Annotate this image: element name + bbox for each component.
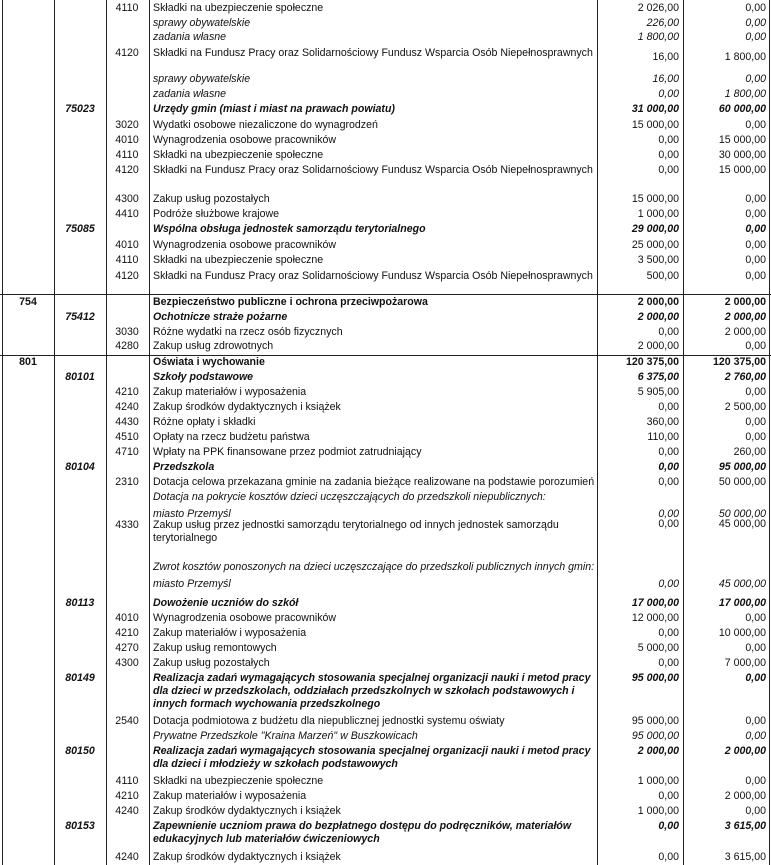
row-description: Realizacja zadań wymagających stosowania specjalnej organizacji nauki i metod pracy dla dzieci w przedszkolach, oddziałach przedszkolnych w szkołach podstawowych i innych formach wychowania przedszkolnego — [153, 672, 591, 710]
row-description: Wynagrodzenia osobowe pracowników — [153, 134, 337, 146]
paragraph-code: 4330 — [115, 519, 139, 531]
row-description: Szkoły podstawowe — [153, 371, 254, 383]
amount-decrease: 1 800,00 — [637, 31, 679, 43]
row-description: Wynagrodzenia osobowe pracowników — [153, 612, 337, 624]
paragraph-code: 4010 — [115, 134, 139, 146]
row-description: Zakup usług remontowych — [153, 642, 277, 654]
paragraph-code: 4430 — [115, 416, 139, 428]
paragraph-code: 4710 — [115, 446, 139, 458]
paragraph-code: 3030 — [115, 326, 139, 338]
amount-decrease: 1 000,00 — [637, 208, 679, 220]
amount-decrease: 0,00 — [658, 508, 679, 520]
row-description: Zakup środków dydaktycznych i książek — [153, 851, 341, 863]
row-description: zadania własne — [153, 88, 227, 100]
row-description: Dotacja na pokrycie kosztów dzieci uczęszczających do przedszkoli niepublicznych: — [153, 491, 546, 503]
paragraph-code: 4010 — [115, 239, 139, 251]
row-description: Wpłaty na PPK finansowane przez podmiot zatrudniający — [153, 446, 422, 458]
row-description: Składki na ubezpieczenie społeczne — [153, 149, 324, 161]
amount-decrease: 360,00 — [646, 416, 679, 428]
row-description: Podróże służbowe krajowe — [153, 208, 280, 220]
amount-decrease: 0,00 — [658, 134, 679, 146]
amount-decrease: 0,00 — [658, 401, 679, 413]
paragraph-code: 4120 — [115, 47, 139, 59]
chapter-code: 75412 — [65, 311, 95, 323]
amount-increase: 1 800,00 — [724, 88, 766, 100]
row-description: Zwrot kosztów ponoszonych na dzieci uczęszczające do przedszkoli publicznych innych gmin: — [153, 561, 595, 573]
row-description: Ochotnicze straże pożarne — [153, 311, 288, 323]
amount-decrease: 0,00 — [658, 326, 679, 338]
amount-decrease: 31 000,00 — [631, 103, 679, 115]
paragraph-code: 4110 — [115, 254, 139, 266]
amount-increase: 0,00 — [745, 612, 766, 624]
row-description: Dotacja podmiotowa z budżetu dla niepublicznej jednostki systemu oświaty — [153, 715, 505, 727]
amount-increase: 10 000,00 — [718, 627, 766, 639]
amount-increase: 0,00 — [745, 672, 766, 684]
row-description: zadania własne — [153, 31, 227, 43]
amount-increase: 1 800,00 — [724, 51, 766, 63]
paragraph-code: 4110 — [115, 775, 139, 787]
row-description: miasto Przemyśl — [153, 508, 231, 520]
row-description: Zapewnienie uczniom prawa do bezpłatnego dostępu do podręczników, materiałów edukacyjnych lub materiałów ćwiczeniowych — [153, 820, 572, 845]
amount-increase: 0,00 — [745, 642, 766, 654]
chapter-code: 80101 — [65, 371, 95, 383]
amount-decrease: 0,00 — [658, 461, 679, 473]
amount-increase: 15 000,00 — [718, 134, 766, 146]
division-code: 754 — [19, 296, 37, 308]
row-description: Różne wydatki na rzecz osób fizycznych — [153, 326, 343, 338]
row-description: Wspólna obsługa jednostek samorządu terytorialnego — [153, 223, 426, 235]
amount-increase: 0,00 — [745, 17, 766, 29]
paragraph-code: 2540 — [115, 715, 139, 727]
amount-increase: 0,00 — [745, 239, 766, 251]
amount-decrease: 25 000,00 — [631, 239, 679, 251]
row-description: Zakup materiałów i wyposażenia — [153, 627, 307, 639]
amount-decrease: 16,00 — [652, 51, 679, 63]
paragraph-code: 3020 — [115, 119, 139, 131]
chapter-code: 75023 — [65, 103, 95, 115]
paragraph-code: 4110 — [115, 149, 139, 161]
row-description: Przedszkola — [153, 461, 215, 473]
amount-decrease: 0,00 — [658, 657, 679, 669]
amount-increase: 95 000,00 — [718, 461, 766, 473]
amount-increase: 2 000,00 — [724, 745, 766, 757]
amount-increase: 120 375,00 — [712, 356, 766, 368]
amount-increase: 0,00 — [745, 805, 766, 817]
amount-increase: 60 000,00 — [718, 103, 766, 115]
amount-increase: 15 000,00 — [718, 164, 766, 176]
amount-increase: 0,00 — [745, 254, 766, 266]
amount-increase: 0,00 — [745, 73, 766, 85]
paragraph-code: 4210 — [115, 627, 139, 639]
row-description: Składki na Fundusz Pracy oraz Solidarnościowy Fundusz Wsparcia Osób Niepełnosprawnych — [153, 164, 593, 176]
amount-increase: 0,00 — [745, 31, 766, 43]
amount-decrease: 16,00 — [652, 73, 679, 85]
row-description: Wydatki osobowe niezaliczone do wynagrodzeń — [153, 119, 378, 131]
amount-increase: 2 000,00 — [724, 296, 766, 308]
row-description: Realizacja zadań wymagających stosowania specjalnej organizacji nauki i metod pracy dla dzieci i młodzieży w szkołach podstawowych — [153, 745, 591, 770]
amount-decrease: 2 000,00 — [637, 745, 679, 757]
row-description: Zakup usług przez jednostki samorządu terytorialnego od innych jednostek samorządu terytorialnego — [153, 519, 559, 544]
amount-decrease: 500,00 — [646, 270, 679, 282]
amount-decrease: 5 000,00 — [637, 642, 679, 654]
amount-increase: 0,00 — [745, 730, 766, 742]
row-description: sprawy obywatelskie — [153, 73, 251, 85]
amount-increase: 45 000,00 — [718, 518, 766, 530]
row-description: Bezpieczeństwo publiczne i ochrona przeciwpożarowa — [153, 296, 428, 308]
row-description: Zakup usług pozostałych — [153, 657, 270, 669]
amount-decrease: 95 000,00 — [631, 730, 679, 742]
amount-decrease: 12 000,00 — [631, 612, 679, 624]
amount-decrease: 3 500,00 — [637, 254, 679, 266]
row-description: Składki na Fundusz Pracy oraz Solidarnościowy Fundusz Wsparcia Osób Niepełnosprawnych — [153, 270, 593, 282]
chapter-code: 80113 — [65, 597, 95, 609]
amount-decrease: 5 905,00 — [637, 386, 679, 398]
row-description: Składki na ubezpieczenie społeczne — [153, 2, 324, 14]
paragraph-code: 2310 — [115, 476, 139, 488]
amount-increase: 50 000,00 — [718, 476, 766, 488]
amount-decrease: 0,00 — [658, 627, 679, 639]
amount-decrease: 95 000,00 — [631, 672, 679, 684]
amount-decrease: 0,00 — [658, 88, 679, 100]
paragraph-code: 4300 — [115, 657, 139, 669]
row-description: Składki na Fundusz Pracy oraz Solidarnościowy Fundusz Wsparcia Osób Niepełnosprawnych — [153, 47, 593, 59]
amount-increase: 0,00 — [745, 208, 766, 220]
amount-decrease: 0,00 — [658, 476, 679, 488]
amount-increase: 0,00 — [745, 340, 766, 352]
row-description: sprawy obywatelskie — [153, 17, 251, 29]
paragraph-code: 4010 — [115, 612, 139, 624]
amount-decrease: 0,00 — [658, 790, 679, 802]
amount-decrease: 0,00 — [658, 578, 679, 590]
amount-decrease: 0,00 — [658, 164, 679, 176]
amount-decrease: 120 375,00 — [625, 356, 679, 368]
chapter-code: 80150 — [65, 745, 95, 757]
amount-decrease: 110,00 — [647, 431, 679, 443]
amount-increase: 3 615,00 — [724, 820, 766, 832]
chapter-code: 75085 — [65, 223, 95, 235]
paragraph-code: 4110 — [115, 2, 139, 14]
amount-increase: 0,00 — [745, 416, 766, 428]
amount-decrease: 2 026,00 — [637, 2, 679, 14]
paragraph-code: 4410 — [115, 208, 139, 220]
row-description: Opłaty na rzecz budżetu państwa — [153, 431, 310, 443]
paragraph-code: 4240 — [115, 401, 139, 413]
row-description: Zakup usług zdrowotnych — [153, 340, 274, 352]
row-description: Zakup środków dydaktycznych i książek — [153, 805, 341, 817]
amount-increase: 50 000,00 — [718, 508, 766, 520]
amount-increase: 0,00 — [745, 775, 766, 787]
amount-increase: 7 000,00 — [724, 657, 766, 669]
amount-decrease: 15 000,00 — [631, 193, 679, 205]
paragraph-code: 4240 — [115, 851, 139, 863]
amount-increase: 0,00 — [745, 119, 766, 131]
paragraph-code: 4120 — [115, 164, 139, 176]
row-description: Zakup usług pozostałych — [153, 193, 270, 205]
amount-increase: 0,00 — [745, 2, 766, 14]
amount-decrease: 1 000,00 — [637, 775, 679, 787]
amount-decrease: 29 000,00 — [631, 223, 679, 235]
row-description: Zakup materiałów i wyposażenia — [153, 386, 307, 398]
amount-decrease: 2 000,00 — [637, 311, 679, 323]
amount-increase: 2 000,00 — [724, 790, 766, 802]
amount-increase: 2 000,00 — [724, 326, 766, 338]
row-description: Składki na ubezpieczenie społeczne — [153, 775, 324, 787]
row-description: miasto Przemyśl — [153, 578, 231, 590]
paragraph-code: 4120 — [115, 270, 139, 282]
amount-decrease: 226,00 — [646, 17, 679, 29]
row-description: Wynagrodzenia osobowe pracowników — [153, 239, 337, 251]
amount-decrease: 1 000,00 — [637, 805, 679, 817]
row-description: Zakup materiałów i wyposażenia — [153, 790, 307, 802]
amount-decrease: 0,00 — [658, 446, 679, 458]
amount-increase: 2 760,00 — [724, 371, 766, 383]
amount-increase: 260,00 — [733, 446, 766, 458]
row-description: Dowożenie uczniów do szkół — [153, 597, 299, 609]
amount-decrease: 6 375,00 — [637, 371, 679, 383]
amount-decrease: 0,00 — [658, 518, 679, 530]
amount-decrease: 0,00 — [658, 851, 679, 863]
amount-increase: 30 000,00 — [718, 149, 766, 161]
amount-increase: 0,00 — [745, 193, 766, 205]
amount-increase: 45 000,00 — [718, 578, 766, 590]
amount-increase: 2 000,00 — [724, 311, 766, 323]
paragraph-code: 4300 — [115, 193, 139, 205]
amount-decrease: 2 000,00 — [637, 296, 679, 308]
amount-increase: 17 000,00 — [718, 597, 766, 609]
row-description: Prywatne Przedszkole "Kraina Marzeń" w Buszkowicach — [153, 730, 418, 742]
row-description: Oświata i wychowanie — [153, 356, 265, 368]
chapter-code: 80149 — [65, 672, 95, 684]
amount-decrease: 15 000,00 — [631, 119, 679, 131]
amount-decrease: 17 000,00 — [631, 597, 679, 609]
amount-decrease: 95 000,00 — [631, 715, 679, 727]
amount-decrease: 0,00 — [658, 149, 679, 161]
paragraph-code: 4270 — [115, 642, 139, 654]
row-description: Urzędy gmin (miast i miast na prawach powiatu) — [153, 103, 395, 115]
amount-decrease: 2 000,00 — [637, 340, 679, 352]
amount-increase: 0,00 — [745, 223, 766, 235]
division-code: 801 — [19, 356, 37, 368]
chapter-code: 80153 — [65, 820, 95, 832]
amount-decrease: 0,00 — [658, 820, 679, 832]
row-description: Zakup środków dydaktycznych i książek — [153, 401, 341, 413]
amount-increase: 0,00 — [745, 715, 766, 727]
row-description: Dotacja celowa przekazana gminie na zadania bieżące realizowane na podstawie porozumień — [153, 476, 595, 488]
paragraph-code: 4210 — [115, 386, 139, 398]
chapter-code: 80104 — [65, 461, 95, 473]
paragraph-code: 4210 — [115, 790, 139, 802]
amount-increase: 0,00 — [745, 270, 766, 282]
paragraph-code: 4510 — [115, 431, 139, 443]
paragraph-code: 4280 — [115, 340, 139, 352]
row-description: Składki na ubezpieczenie społeczne — [153, 254, 324, 266]
paragraph-code: 4240 — [115, 805, 139, 817]
amount-increase: 3 615,00 — [724, 851, 766, 863]
amount-increase: 0,00 — [745, 386, 766, 398]
row-description: Różne opłaty i składki — [153, 416, 256, 428]
amount-increase: 0,00 — [745, 431, 766, 443]
amount-increase: 2 500,00 — [724, 401, 766, 413]
